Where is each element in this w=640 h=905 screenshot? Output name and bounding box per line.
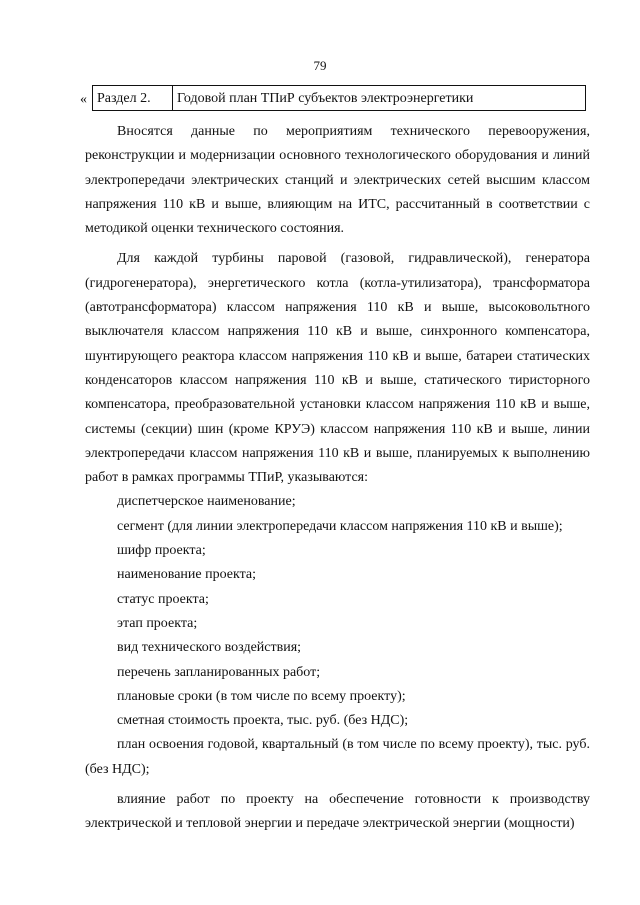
paragraph-equipment: Для каждой турбины паровой (газовой, гидравлической), генератора (гидрогенератора), энергетического котла (котла-утилизатора), трансформатора (автотрансформатора) классом напряжения 110 кВ и выше, высоковольтного выключателя классом напряжения 110 кВ и выше, синхронного компенсатора, шунтирующего реактора классом напряжения 110 кВ и выше, батареи статических конденсаторов классом напряжения 110 кВ и выше, статического тиристорного компенсатора, преобразовательной установки классом напряжения 110 кВ и выше, системы (секции) шин (кроме КРУЭ) классом напряжения 110 кВ и выше, линии электропередачи классом напряжения 110 кВ и выше, планируемых к выполнению работ в рамках программы ТПиР, указываются: <box>85 251 590 486</box>
document-body <box>85 120 590 837</box>
paragraph-plan: план освоения годовой, квартальный (в том числе по всему проекту), тыс. руб. (без НДС); <box>85 737 590 777</box>
page-number: 79 <box>313 58 327 73</box>
list-item: шифр проекта; <box>117 543 206 559</box>
list-item: вид технического воздействия; <box>117 640 302 656</box>
field-list <box>85 490 590 733</box>
paragraph-intro: Вносятся данные по мероприятиям технического перевооружения, реконструкции и модернизации основного технологического оборудования и линий электропередачи электрических станций и электрических сетей высшим классом напряжения 110 кВ и выше, влияющим на ИТС, рассчитанный в соответствии с методикой оценки технического состояния. <box>85 124 590 237</box>
section-header <box>80 85 590 113</box>
list-item: статус проекта; <box>117 591 209 607</box>
list-item: сегмент (для линии электропередачи классом напряжения 110 кВ и выше); <box>117 518 563 534</box>
section-table <box>92 85 586 111</box>
list-item: наименование проекта; <box>117 567 256 583</box>
list-item: диспетчерское наименование; <box>117 494 296 510</box>
section-label: Раздел 2. <box>93 86 173 110</box>
paragraph-impact: влияние работ по проекту на обеспечение готовности к производству электрической и тепловой энергии и передаче электрической энергии (мощности) <box>85 792 590 832</box>
list-item: этап проекта; <box>117 615 198 631</box>
open-quote: « <box>80 92 87 107</box>
list-item: сметная стоимость проекта, тыс. руб. (без НДС); <box>117 713 409 729</box>
list-item: плановые сроки (в том числе по всему проекту); <box>117 688 406 704</box>
list-item: перечень запланированных работ; <box>117 664 321 680</box>
section-title: Годовой план ТПиР субъектов электроэнергетики <box>177 91 474 106</box>
